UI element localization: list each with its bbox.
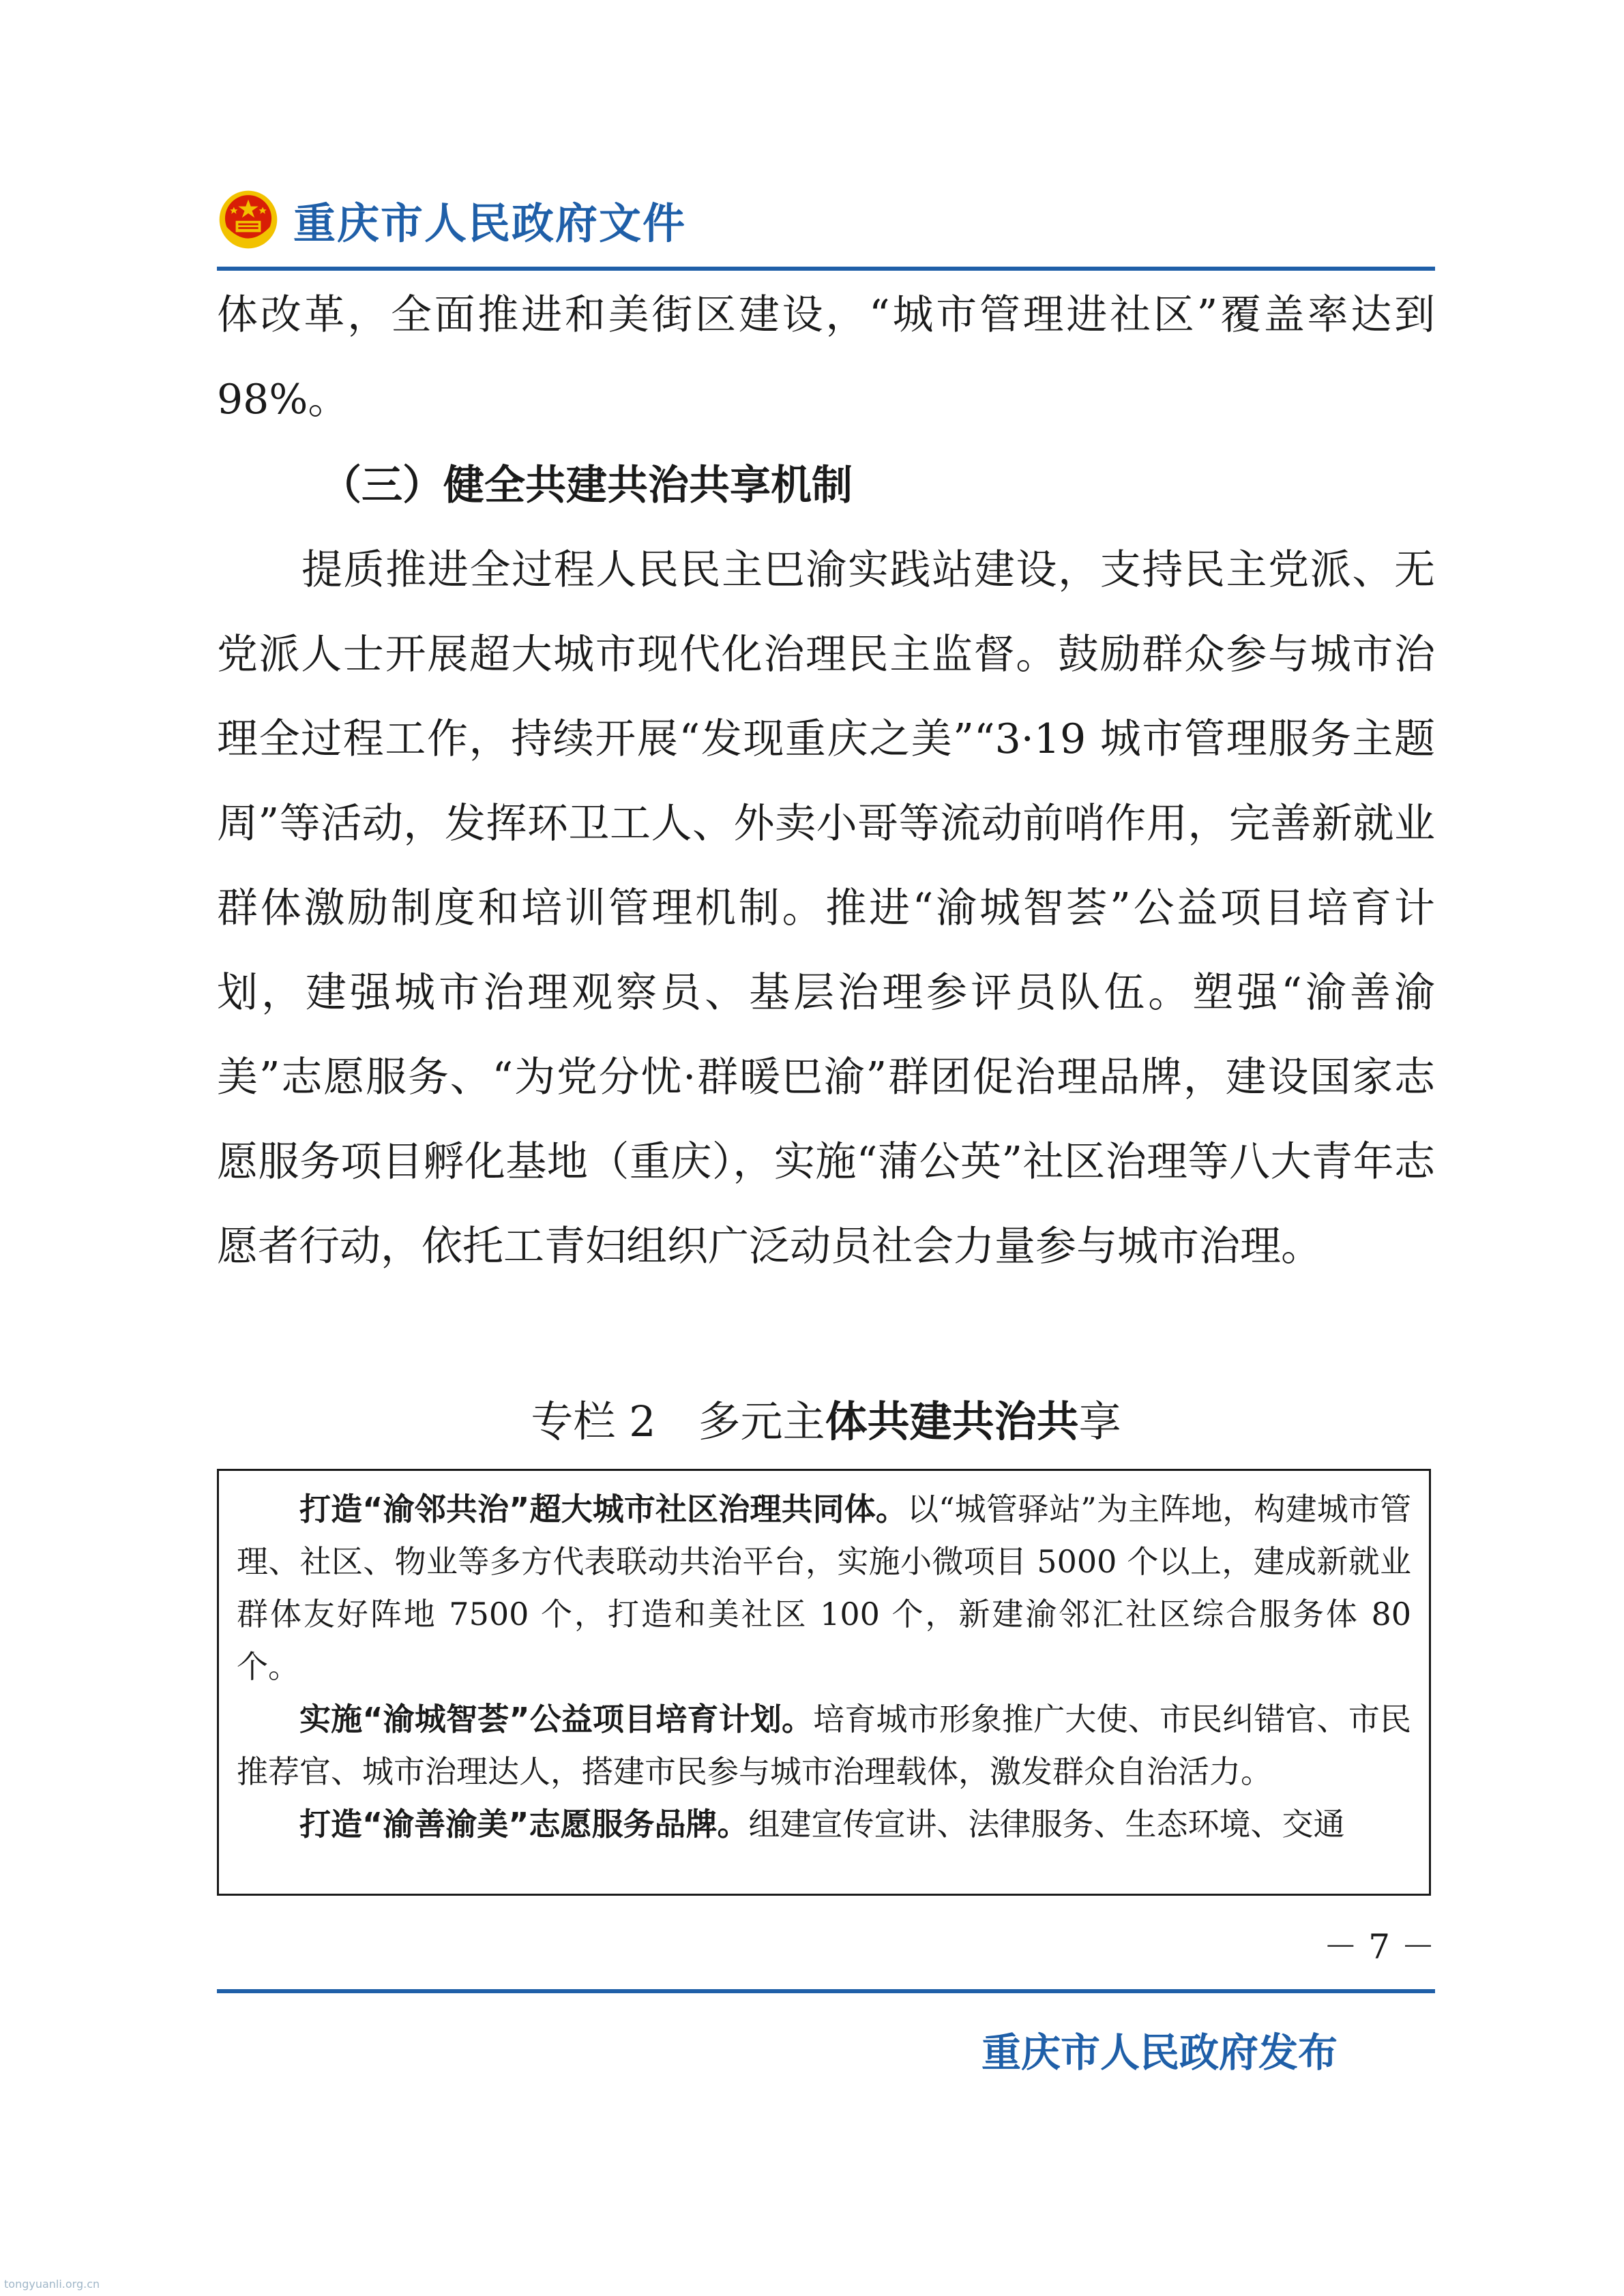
header-rule [217,267,1435,271]
footer-rule [217,1989,1435,1993]
column-title-bold: 体共建共治共 [825,1397,1079,1446]
column-box [217,1469,1431,1896]
paragraph-main: 提质推进全过程人民民主巴渝实践站建设，支持民主党派、无党派人士开展超大城市现代化治理民主监督。鼓励群众参与城市治理全过程工作，持续开展“发现重庆之美”“3·19 城市管理服务主题周”等活动，发挥环卫工人、外卖小哥等流动前哨作用，完善新就业群体激励制度和培训管理机制。推进“渝城智荟”公益项目培育计划，建强城市治理观察员、基层治理参评员队伍。塑强“渝善渝美”志愿服务、“为党分忧·群暖巴渝”群团促治理品牌，建设国家志愿服务项目孵化基地（重庆），实施“蒲公英”社区治理等八大青年志愿者行动，依托工青妇组织广泛动员社会力量参与城市治理。 [217,546,1435,1270]
paragraph-continuation: 体改革，全面推进和美街区建设，“城市管理进社区”覆盖率达到 98%。 [217,291,1435,423]
column-item-text: 以“城管驿站”为主阵地，构建城市管理、社区、物业等多方代表联动共治平台，实施小微项目 5000 个以上，建成新就业群体友好阵地 7500 个，打造和美社区 100 个，新建渝邻汇社区综合服务体 80 个。 [237,1491,1411,1685]
column-item-lead: 打造“渝善渝美”志愿服务品牌。 [299,1806,749,1843]
column-item [237,1483,1411,1693]
column-item [237,1693,1411,1798]
column-title-prefix: 专栏 2 多元主 [531,1397,825,1446]
column-title-suffix: 享 [1078,1397,1121,1446]
header-title: 重庆市人民政府文件 [293,198,687,248]
column-title [217,1384,1435,1459]
column-item-text: 培育城市形象推广大使、市民纠错官、市民推荐官、城市治理达人，搭建市民参与城市治理载体，激发群众自治活力。 [237,1701,1412,1790]
column-item [237,1798,1411,1851]
column-item-text: 组建宣传宣讲、法律服务、生态环境、交通 [748,1806,1345,1843]
national-emblem-icon [217,188,280,251]
document-header [217,179,686,260]
page-number: － 7 － [1323,1927,1435,1967]
column-item-lead: 实施“渝城智荟”公益项目培育计划。 [299,1701,814,1738]
column-item-lead: 打造“渝邻共治”超大城市社区治理共同体。 [299,1491,907,1527]
section-heading: （三）健全共建共治共享机制 [321,462,853,509]
watermark: tongyuanli.org.cn [4,2278,100,2291]
footer-publisher: 重庆市人民政府发布 [981,2029,1338,2076]
